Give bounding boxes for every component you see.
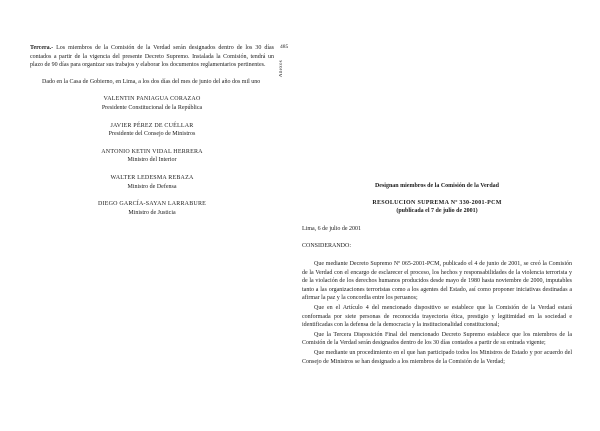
signature-block xyxy=(30,148,274,165)
tercera-paragraph xyxy=(30,44,274,70)
considerando-paragraphs xyxy=(302,260,572,366)
right-page xyxy=(302,44,572,424)
signatory-name: ANTONIO KETIN VIDAL HERRERA xyxy=(101,148,203,155)
page-number: 485 xyxy=(280,44,289,50)
signatory-role: Ministro del Interior xyxy=(127,157,177,164)
resolution-section xyxy=(302,182,572,367)
body-paragraph: Que la Tercera Disposición Final del mencionado Decreto Supremo establece que los miembros de la Comisión de la Verdad serán designados dentro de los 30 días contados a partir de su entrada vigente; xyxy=(302,331,572,347)
signatory-role: Ministro de Justicia xyxy=(128,209,176,216)
signatory-name: DIEGO GARCÍA-SAYAN LARRABURE xyxy=(97,201,207,208)
left-page xyxy=(30,44,274,217)
spacer xyxy=(30,70,274,78)
date-line: Lima, 6 de julio de 2001 xyxy=(302,225,361,232)
signatory-role: Presidente Constitucional de la República xyxy=(101,104,203,111)
tercera-text: Los miembros de la Comisión de la Verdad serán designados dentro de los 30 días contados a partir de la vigencia del presente Decreto Supremo. Instalada la Comisión, tendrá un plazo de 90 días para organizar sus trabajos y elaborar los documentos reglamentarios pertinentes. xyxy=(30,45,274,69)
signatory-role: Ministro de Defensa xyxy=(127,183,177,190)
considerando-heading: CONSIDERANDO: xyxy=(302,243,352,250)
body-paragraph: Que mediante un procedimiento en el que han participado todos los Ministros de Estado y por acuerdo del Consejo de Ministros se han designado a los miembros de la Comisión de la Verdad; xyxy=(302,349,572,365)
signatory-name: WALTER LEDESMA REBAZA xyxy=(110,174,194,181)
section-tab: Anexos xyxy=(279,60,284,78)
signature-block xyxy=(30,174,274,191)
signatory-name: JAVIER PÉREZ DE CUÉLLAR xyxy=(110,122,194,129)
section-heading: Designan miembros de la Comisión de la Verdad xyxy=(374,183,500,189)
signature-block xyxy=(30,122,274,139)
dado-paragraph: Dado en la Casa de Gobierno, en Lima, a los dos días del mes de junio del año dos mil uno xyxy=(42,78,261,85)
signature-block xyxy=(30,95,274,112)
publication-note: (publicada el 7 de julio de 2001) xyxy=(396,208,478,215)
body-paragraph: Que en el Artículo 4 del mencionado dispositivo se establece que la Comisión de la Verdad estará conformada por siete personas de reconocida trayectoria ética, prestigio y legitimidad en la sociedad e identificadas con la defensa de la democracia y la institucionalidad constitucional; xyxy=(302,304,572,329)
body-paragraph: Que mediante Decreto Supremo Nº 065-2001-PCM, publicado el 4 de junio de 2001, se creó la Comisión de la Verdad con el encargo de esclarecer el proceso, los hechos y responsabilidades de la violencia terrorista y de la violación de los derechos humanos producidos desde mayo de 1980 hasta noviembre de 2000, imputables tanto a las organizaciones terroristas como a los agentes del Estado, así como proponer iniciativas destinadas a afirmar la paz y la concordia entre los peruanos; xyxy=(302,260,572,302)
signature-block xyxy=(30,200,274,217)
tercera-label: Tercera.- xyxy=(30,45,54,51)
resolution-title: RESOLUCION SUPREMA Nº 330-2001-PCM xyxy=(372,199,502,206)
signatory-name: VALENTIN PANIAGUA CORAZAO xyxy=(103,96,201,103)
signatory-role: Presidente del Consejo de Ministros xyxy=(108,131,196,138)
